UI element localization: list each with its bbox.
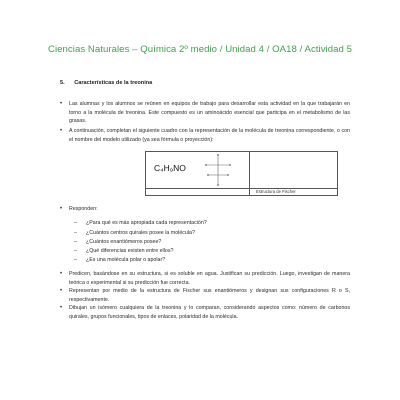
section-title: Características de la treonina bbox=[74, 80, 153, 86]
question-item bbox=[74, 219, 207, 227]
bullet-item bbox=[60, 287, 350, 304]
bullet-item bbox=[60, 270, 350, 287]
bullet-text: Dibujan un isómero cualquiera de la treonina y lo comparan, considerando aspectos como: número de carbonos quirales, grupos funcionales, tipos de enlaces, polaridad de la molécula. bbox=[69, 305, 350, 320]
dash-marker: – bbox=[74, 257, 77, 263]
bullet-item bbox=[60, 100, 350, 126]
section-number: 5. bbox=[60, 80, 65, 86]
question-text: ¿Es una molécula polar o apolar? bbox=[86, 257, 166, 263]
question-text: ¿Qué diferencias existen entre ellos? bbox=[86, 248, 174, 254]
bullet-dot: • bbox=[60, 206, 63, 212]
bullet-text: A continuación, completan el siguiente cuadro con la representación de la molécula de treonina correspondiente, o con el nombre del modelo utilizado (ya sea fórmula o proyección): bbox=[69, 128, 350, 143]
question-text: ¿Cuántos centros quirales posee la molécula? bbox=[86, 230, 195, 236]
page-header: Ciencias Naturales – Química 2º medio / Unidad 4 / OA18 / Actividad 5 bbox=[48, 44, 352, 55]
question-text: ¿Para qué es más apropiada cada representación? bbox=[86, 220, 207, 226]
bullet-dot: • bbox=[60, 128, 63, 134]
question-text: ¿Cuántos enantiómeros posee? bbox=[86, 239, 162, 245]
question-item bbox=[74, 238, 161, 246]
molecular-formula: C₄H₉NO bbox=[154, 163, 186, 173]
model-name-label: Estructura de Fischer bbox=[256, 189, 296, 194]
bullet-dot: • bbox=[60, 305, 63, 311]
bullet-dot: • bbox=[60, 288, 63, 294]
question-item bbox=[74, 229, 195, 237]
dash-marker: – bbox=[74, 239, 77, 245]
question-item bbox=[74, 256, 165, 264]
bullet-text: Representan por medio de la estructura de Fischer sus enantiómeros y designan sus configuraciones R o S, respectivamente. bbox=[69, 288, 350, 303]
bullet-dot: • bbox=[60, 101, 63, 107]
respond-label: Responden: bbox=[69, 206, 98, 212]
fischer-projection-diagram bbox=[198, 153, 240, 187]
bullet-text: Las alumnas y los alumnos se reúnen en equipos de trabajo para desarrollar esta actividad en la que trabajarán en torno a la molécula de treonina. Este compuesto es un aminoácido esencial que participa en el metabolismo de las grasas. bbox=[69, 101, 350, 125]
question-item bbox=[74, 247, 173, 255]
bullet-item bbox=[60, 205, 350, 214]
bullet-dot: • bbox=[60, 271, 63, 277]
bullet-item bbox=[60, 304, 350, 321]
dash-marker: – bbox=[74, 230, 77, 236]
dash-marker: – bbox=[74, 220, 77, 226]
dash-marker: – bbox=[74, 248, 77, 254]
bullet-item bbox=[60, 127, 350, 144]
bullet-text: Predicen, basándose en su estructura, si es soluble en agua. Justifican su predicción. Luego, investigan de manera teórica o experimental si su predicción fue correcta. bbox=[69, 271, 350, 286]
representation-table bbox=[145, 151, 338, 196]
table-divider bbox=[249, 152, 250, 195]
section-heading bbox=[60, 80, 152, 86]
